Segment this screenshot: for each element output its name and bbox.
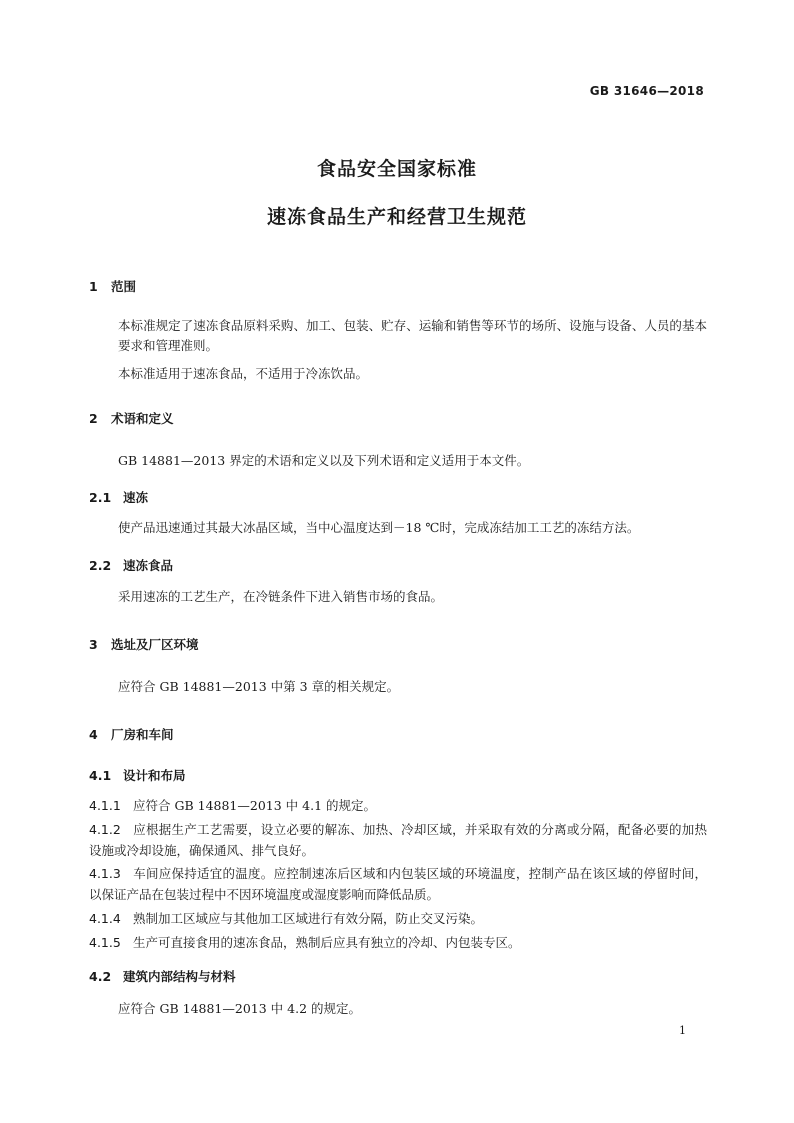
clause-4-1-2 [89, 819, 707, 861]
clause-number: 4.1.3 [89, 866, 121, 881]
section-number: 4 [89, 727, 98, 742]
clause-number: 4.1.1 [89, 798, 121, 813]
subsection-number: 2.1 [89, 490, 112, 505]
clause-number: 4.1.2 [89, 822, 121, 837]
section-number: 1 [89, 279, 98, 294]
subsection-number: 4.2 [89, 969, 112, 984]
section-title: 范围 [111, 279, 137, 294]
section-3-text: 应符合 GB 14881—2013 中第 3 章的相关规定。 [118, 679, 400, 694]
subsection-2-2-heading [89, 556, 173, 574]
clause-text: 应根据生产工艺需要，设立必要的解冻、加热、冷却区域，并采取有效的分离或分隔，配备必要的加热设施或冷却设施，确保通风、排气良好。 [89, 822, 707, 858]
subsection-2-1-heading [89, 488, 148, 506]
section-2-heading [89, 409, 174, 427]
subsection-title: 设计和布局 [123, 768, 186, 783]
subsection-4-1-heading [89, 766, 186, 784]
document-title-line1: 食品安全国家标准 [316, 158, 477, 180]
section-1-paragraph-2: 本标准适用于速冻食品，不适用于冷冻饮品。 [118, 366, 369, 381]
subsection-2-1-text: 使产品迅速通过其最大冰晶区域，当中心温度达到－18 ℃时，完成冻结加工工艺的冻结方法。 [118, 520, 640, 535]
subsection-number: 4.1 [89, 768, 112, 783]
clause-number: 4.1.5 [89, 935, 121, 950]
subsection-2-2-text: 采用速冻的工艺生产，在冷链条件下进入销售市场的食品。 [118, 589, 444, 604]
section-title: 选址及厂区环境 [111, 637, 199, 652]
section-4-heading [89, 725, 174, 743]
subsection-title: 速冻食品 [123, 558, 174, 573]
clause-text: 生产可直接食用的速冻食品，熟制后应具有独立的冷却、内包装专区。 [133, 935, 521, 950]
clause-text: 应符合 GB 14881—2013 中 4.1 的规定。 [133, 798, 376, 813]
section-title: 术语和定义 [111, 411, 174, 426]
subsection-title: 速冻 [123, 490, 149, 505]
clause-4-1-3 [89, 863, 707, 905]
document-title-line2: 速冻食品生产和经营卫生规范 [266, 206, 527, 228]
paragraph-text: 本标准规定了速冻食品原料采购、加工、包装、贮存、运输和销售等环节的场所、设施与设备、人员的基本要求和管理准则。 [118, 318, 707, 353]
subsection-number: 2.2 [89, 558, 112, 573]
subsection-4-2-heading [89, 967, 236, 985]
section-title: 厂房和车间 [111, 727, 174, 742]
clause-text: 熟制加工区域应与其他加工区域进行有效分隔，防止交叉污染。 [133, 911, 484, 926]
subsection-4-2-text: 应符合 GB 14881—2013 中 4.2 的规定。 [118, 1001, 361, 1016]
section-3-heading [89, 635, 199, 653]
page-number: 1 [679, 1024, 686, 1037]
subsection-title: 建筑内部结构与材料 [123, 969, 236, 984]
section-2-paragraph: GB 14881—2013 界定的术语和定义以及下列术语和定义适用于本文件。 [118, 453, 530, 468]
clause-4-1-5 [89, 932, 707, 953]
clause-number: 4.1.4 [89, 911, 121, 926]
section-1-paragraph-1 [89, 316, 707, 356]
section-number: 2 [89, 411, 98, 426]
standard-number: GB 31646—2018 [589, 84, 704, 98]
section-1-heading [89, 277, 136, 295]
clause-4-1-4 [89, 908, 707, 929]
clause-text: 车间应保持适宜的温度。应控制速冻后区域和内包装区域的环境温度，控制产品在该区域的停留时间，以保证产品在包装过程中不因环境温度或湿度影响而降低品质。 [89, 866, 707, 902]
section-number: 3 [89, 637, 98, 652]
clause-4-1-1 [89, 795, 707, 816]
